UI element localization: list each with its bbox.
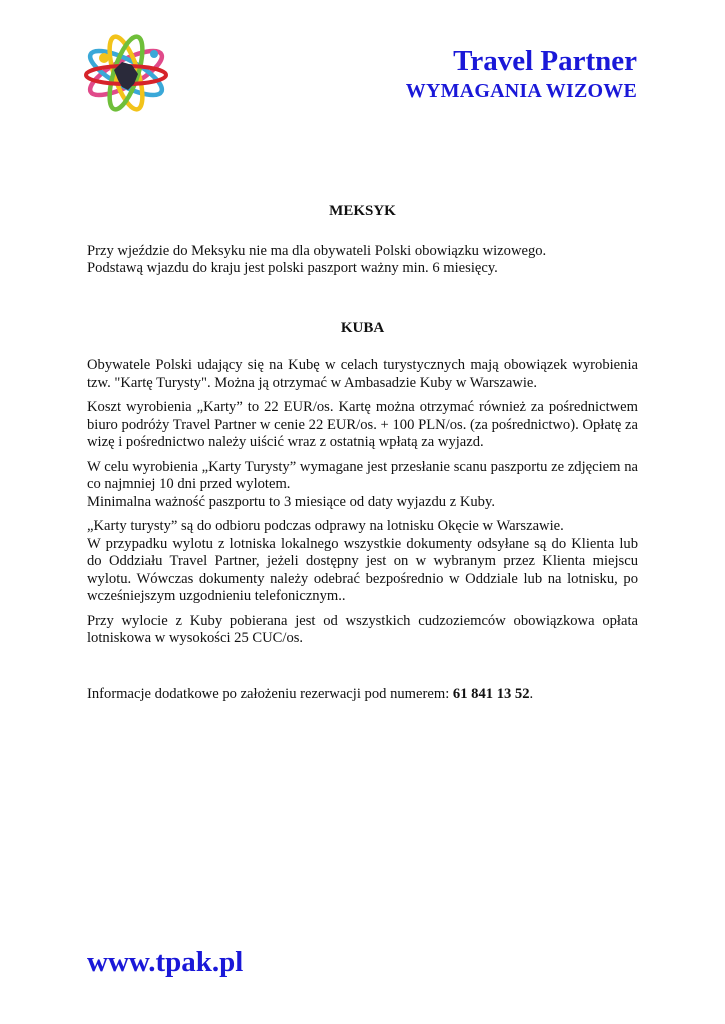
kuba-line: W przypadku wylotu z lotniska lokalnego wszystkie dokumenty odsyłane są do Klienta lub do Oddziału Travel Partner, jeżeli dostępny jest on w wybranym przez Klienta miejscu wylotu. Wówczas dokumenty należy odebrać bezpośrednio w Oddziale lub na lotnisku, po wcześniejszym uzgodnieniu telefonicznym..	[87, 535, 638, 604]
kuba-paragraph	[87, 613, 638, 648]
meksyk-paragraph	[87, 243, 638, 278]
kuba-paragraph	[87, 518, 638, 606]
kuba-line: W celu wyrobienia „Karty Turysty” wymagane jest przesłanie scanu paszportu ze zdjęciem na co najmniej 10 dni przed wylotem.	[87, 458, 638, 492]
info-text: Informacje dodatkowe po założeniu rezerwacji pod numerem:	[87, 685, 453, 702]
brand-header	[406, 44, 637, 104]
kuba-line: Minimalna ważność paszportu to 3 miesiące od daty wyjazdu z Kuby.	[87, 493, 495, 510]
phone-number: 61 841 13 52	[452, 685, 530, 702]
kuba-line: Koszt wyrobienia „Karty” to 22 EUR/os. Kartę można otrzymać również za pośrednictwem biuro podróży Travel Partner w cenie 22 EUR/os. + 100 PLN/os. (za pośrednictwo). Opłatę za wizę i pośrednictwo należy uiścić wraz z ostatnią wpłatą za wyjazd.	[87, 399, 638, 450]
section-meksyk	[87, 203, 638, 278]
footer-website-link[interactable]: www.tpak.pl	[87, 946, 244, 978]
brand-name: Travel Partner	[453, 45, 637, 77]
kuba-line: Przy wylocie z Kuby pobierana jest od wszystkich cudzoziemców obowiązkowa opłata lotniskowa w wysokości 25 CUC/os.	[87, 612, 638, 646]
kuba-paragraph	[87, 399, 638, 452]
meksyk-line: Przy wjeździe do Meksyku nie ma dla obywateli Polski obowiązku wizowego.	[87, 242, 547, 259]
kuba-paragraph	[87, 459, 638, 512]
additional-info	[87, 686, 638, 704]
kuba-paragraph	[87, 357, 638, 392]
meksyk-line: Podstawą wjazdu do kraju jest polski paszport ważny min. 6 miesięcy.	[87, 260, 498, 276]
document-body	[87, 203, 638, 703]
kuba-line: Obywatele Polski udający się na Kubę w celach turystycznych mają obowiązek wyrobienia tzw. "Kartę Turysty". Można ją otrzymać w Ambasadzie Kuby w Warszawie.	[87, 357, 638, 391]
section-kuba	[87, 320, 638, 648]
section-title-kuba: KUBA	[340, 319, 385, 336]
info-suffix: .	[529, 685, 534, 702]
section-title-meksyk: MEKSYK	[329, 203, 396, 219]
document-subtitle: WYMAGANIA WIZOWE	[405, 80, 637, 102]
kuba-line: „Karty turysty” są do odbioru podczas odprawy na lotnisku Okęcie w Warszawie.	[87, 518, 564, 534]
globe-orbit-logo-icon	[82, 32, 170, 114]
